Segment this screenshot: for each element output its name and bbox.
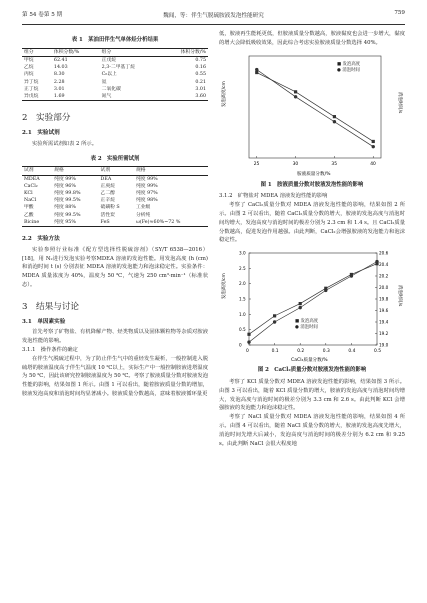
table-cell: 氮气 (101, 94, 112, 100)
table-row (22, 64, 208, 71)
table-cell: 2.28 (53, 79, 65, 85)
section-2-2-text: 实验参照行业标准《配方型选择性脱硫溶剂》（SY/T 6538—2016）[18]，用 N₂进行发泡实验考察MDEA 溶液的发泡性能。用发泡高度 (h (cm)和消泡时间 t (s) 分别表征 MDEA 溶液的发泡能力和泡沫稳定性。实验条件：MDEA 质量浓度为 40%，温度为 50 ℃，气速为 250 cm³·min⁻¹（标准状态）。 (22, 246, 208, 289)
table-cell: 活性炭 (100, 212, 115, 218)
section-2-1-title: 2.1 实验试剂 (22, 130, 60, 137)
table-cell: 0.75 (195, 58, 206, 63)
table-cell: 0.21 (195, 79, 206, 85)
defoam-time-point (299, 306, 302, 309)
table-cell: 3.60 (195, 94, 206, 100)
y-axis-label-left: 发泡高度/cm (222, 273, 227, 300)
y-tick-label-right: 20.0 (379, 285, 389, 291)
foam-height-point (372, 139, 375, 142)
table-cell: 纯度 99% (135, 176, 158, 182)
right-bottom-text-2: 考察了 NaCl 质量分数对 MDEA 溶液发泡性能的影响，结果如图 4 所示。由图 4 可以看出，随着 NaCl 质量分数的增大，胺液的发泡高度先增大，消泡时间先增大后减小，发泡高度与消泡时间的极差分别为 6.2 cm 和 9.25 s。由此判断 NaCl 会很大程度地 (219, 414, 405, 447)
x-tick-label: 0.1 (271, 349, 279, 355)
defoam-time-point (324, 289, 327, 292)
y-tick-label-left: 1.5 (239, 296, 246, 302)
y-tick-label-right: 20.6 (379, 250, 389, 256)
table-cell: 8.30 (53, 72, 65, 78)
table-cell: 纯度 97% (135, 191, 158, 197)
y-tick-label-left: 2.0 (239, 281, 246, 287)
table2 (22, 166, 208, 227)
table-row (22, 197, 208, 204)
table-cell: 正戊烷 (101, 58, 117, 63)
page-number: 759 (394, 10, 405, 16)
table-header-cell: 体积分数/% (160, 48, 208, 56)
table-row (22, 175, 208, 183)
y-tick-label-right: 20.2 (379, 273, 389, 279)
table-header-cell: 试剂 (99, 167, 134, 175)
square-marker-icon: ■ (337, 61, 343, 67)
table-row (22, 71, 208, 78)
table-cell: 纯度 99.5% (54, 198, 81, 204)
table-cell: 正庚烷 (100, 183, 115, 189)
plot-frame (249, 56, 381, 158)
table-row (22, 190, 208, 197)
y-tick-label-right: 19.6 (379, 308, 389, 314)
left-column (22, 30, 208, 399)
x-tick-label: 25 (253, 161, 260, 167)
square-marker-icon: ■ (295, 319, 301, 325)
defoam-time-point (294, 95, 297, 98)
defoam-time-point (375, 260, 378, 263)
right-column (219, 30, 405, 448)
y-tick-label-right: 19.0 (379, 342, 389, 348)
table1-caption: 表 1 某油田伴生气单体烃分析结果 (71, 37, 159, 43)
table-cell: NaCl (24, 198, 37, 204)
series-line-foam-height (257, 72, 373, 141)
section-2-title: 2 实验部分 (22, 113, 71, 124)
table-row (22, 86, 208, 93)
table-cell: 氦 (101, 79, 107, 85)
table-cell: 1.69 (53, 94, 65, 100)
table2-header-row (22, 167, 208, 175)
table-row (22, 204, 208, 211)
foam-height-point (294, 90, 297, 93)
legend-label: 消泡时间 (342, 67, 360, 73)
x-tick-label: 0 (246, 349, 249, 355)
table-cell: 0.55 (195, 72, 206, 78)
table-cell: 14.03 (53, 65, 68, 71)
section-3-1-text: 首先考察了矿物盐、有机降解产物、烃类物质以及固体颗粒物等杂质对胺液发泡性能的影响。 (22, 329, 208, 345)
table-cell: 异戊烷 (24, 94, 39, 100)
table-cell: 二氧化碳 (101, 86, 121, 92)
table1-header-row (22, 48, 208, 56)
table-cell: C₆以上 (101, 72, 117, 78)
table-cell: MDEA (24, 176, 40, 182)
table-cell: 纯度 99% (135, 183, 158, 189)
figure-2-legend (295, 319, 318, 331)
figure-1 (219, 52, 405, 180)
table-header-cell: 组分 (22, 48, 52, 56)
foam-height-point (255, 71, 258, 74)
figure-1-chart (219, 52, 405, 180)
y-tick-label-left: 1.0 (239, 312, 246, 318)
table-cell: 纯度 95% (54, 219, 76, 225)
x-tick-label: 30 (292, 161, 299, 167)
foam-height-point (247, 333, 250, 336)
table-cell: 甲酸 (24, 205, 34, 211)
table-cell: 乙二醇 (100, 191, 115, 197)
table-cell: 乙烷 (24, 65, 34, 71)
table-cell: 3.01 (195, 86, 206, 92)
y-tick-label-left: 0.5 (239, 327, 246, 333)
table-row (22, 183, 208, 190)
section-3-1-1-text: 在伴生气脱硫过程中，为了防止伴生气中的重烃发生凝析，一般控制进入脱硫塔的胺液温度高于伴生气温度 10 ℃以上，实际生产中一般控制胺液进塔温度为 50 ℃，因此该研究控制胺液温度为 50 ℃。考察了胺液质量分数对胺液发泡性能的影响，结果如图 1 所示。由图 1 可以看出，随着胺液质量分数的增加，胺液发泡高度和消泡时间均显著减小。胺液质量分数越高，意味着胺液循环量更 (22, 355, 208, 397)
figure-1-caption: 图 1 胺液质量分数对胺液发泡性能的影响 (260, 181, 364, 188)
y-axis-label-right: 消泡时间/s (397, 285, 402, 307)
table-cell: 丙烷 (24, 72, 34, 78)
table-cell: 分析纯 (135, 212, 151, 218)
table-header-cell: 体积分数/% (52, 48, 100, 56)
table-cell: Bicine (24, 219, 40, 225)
table-cell: 0.16 (195, 65, 206, 71)
x-tick-label: 35 (331, 161, 338, 167)
journal-volume: 第 54 卷第 5 期 (22, 12, 63, 18)
legend-label: 发泡高度 (342, 61, 361, 67)
defoam-time-point (350, 274, 353, 277)
table-row (22, 212, 208, 219)
right-bottom-text-1: 考察了 KCl 质量分数对 MDEA 溶液发泡性能的影响，结果如图 3 所示。由图 3 可以看出，随着 KCl 质量分数的增大，胺液的发泡高度与消泡时间均增大，发泡高度与消泡时间的极差分别为 3.3 cm 和 2.6 s。由此判断 KCl 会增强胺液的发泡能力和泡沫稳定性。 (219, 378, 405, 412)
table-cell: 纯度 98% (135, 198, 158, 204)
running-title: 魏闻，等：伴生气脱硫胺液发泡性能研究 (163, 13, 264, 19)
table-cell: ω(Fe)≈60%~72 % (135, 219, 181, 225)
table1 (22, 48, 208, 101)
y-tick-label-right: 19.8 (379, 296, 389, 302)
defoam-time-point (247, 341, 250, 344)
legend-item (337, 68, 360, 74)
section-2-1-text: 实验所需试剂如表 2 所示。 (32, 140, 98, 147)
table-row (22, 79, 208, 86)
legend-item (295, 325, 318, 331)
y-tick-label-left: 3.0 (239, 250, 246, 256)
section-3-1-2-title: 3.1.2 矿物盐对 MDEA 溶液发泡性能的影响 (219, 193, 328, 200)
section-3-1-2-text: 考察了 CaCl₂质量分数对 MDEA 溶液发泡性能的影响，结果如图 2 所示。由图 2 可以看出，随着 CaCl₂质量分数的增大，胺液的发泡高度与消泡时间均增大，发泡高度与消泡时间的极差分别为 2.3 cm 和 1.4 s。且 CaCl₂质量分数越高，促进发泡作用越强。由此判断，CaCl₂会增强胺液的发泡能力和泡沫稳定性。 (219, 202, 405, 244)
y-tick-label-right: 19.4 (379, 319, 389, 325)
table-cell: 纯度 96% (54, 183, 76, 189)
right-top-text: 低，胺液再生能耗更低，但胺液质量分数越高，胺液黏度也会进一步增大，黏度的增大会降低吸收效果，因此综合考虑实验胺液质量分数选择 40%。 (219, 31, 405, 46)
page-header (22, 10, 405, 25)
y-tick-label-right: 20.4 (379, 262, 389, 268)
x-tick-label: 40 (370, 161, 376, 167)
section-2-2-title: 2.2 实验方法 (22, 236, 60, 243)
y-tick-label-left: 2.5 (239, 266, 246, 272)
table-cell: FeS (100, 219, 110, 225)
foam-height-point (333, 115, 336, 118)
figure-2-caption: 图 2 CaCl₂质量分数对胺液发泡性能的影响 (257, 367, 367, 374)
x-tick-label: 0.3 (322, 349, 330, 355)
section-3-1-title: 3.1 单因素实验 (22, 318, 66, 325)
x-tick-label: 0.5 (374, 349, 381, 355)
table-cell: 纯度 99.5% (54, 212, 81, 218)
figure-2-chart (219, 249, 405, 365)
table-cell: 乙酸 (24, 212, 34, 218)
x-axis-label: CaCl₂质量分数/% (291, 358, 328, 364)
table-cell: 2,3-二甲基丁烷 (101, 65, 135, 71)
circle-marker-icon: ● (337, 67, 343, 73)
table-cell: CaCl₂ (24, 183, 38, 189)
figure-1-legend (337, 62, 360, 74)
table-cell: 62.41 (53, 58, 68, 63)
figure-2 (219, 249, 405, 365)
table-cell: 纯度 99.8% (54, 191, 81, 197)
table-row (22, 93, 208, 101)
legend-label: 消泡时间 (300, 325, 318, 331)
defoam-time-point (273, 320, 276, 323)
table-row (22, 219, 208, 227)
table-cell: KCl (24, 191, 33, 197)
table-header-cell: 规格 (134, 167, 208, 175)
table-row (22, 57, 208, 65)
foam-height-point (273, 314, 276, 317)
section-3-title: 3 结果与讨论 (22, 301, 80, 312)
table-cell: 纯度 99% (54, 176, 76, 182)
y-tick-label-right: 19.2 (379, 331, 389, 337)
defoam-time-point (372, 145, 375, 148)
table-header-cell: 组分 (100, 48, 161, 56)
section-3-1-1-title: 3.1.1 操作条件的确定 (22, 347, 78, 353)
table-cell: 甲烷 (24, 58, 34, 63)
x-tick-label: 0.2 (297, 349, 305, 355)
table-cell: 3.01 (53, 86, 65, 92)
y-tick-label-left: 0 (239, 342, 242, 348)
defoam-time-point (255, 67, 258, 70)
defoam-time-point (333, 120, 336, 123)
x-axis-label: 胺液质量分数/% (297, 171, 331, 177)
table-cell: 正丁烷 (24, 86, 39, 92)
table-cell: 正辛烷 (100, 198, 115, 204)
table-header-cell: 规格 (52, 167, 98, 175)
foam-height-point (299, 302, 302, 305)
legend-label: 发泡高度 (300, 319, 319, 325)
table-header-cell: 试剂 (22, 167, 52, 175)
table-cell: 工业级 (135, 205, 151, 211)
table2-caption: 表 2 实验所需试剂 (90, 155, 140, 162)
circle-marker-icon: ● (295, 325, 301, 331)
y-axis-label-left: 发泡高度/cm (222, 80, 227, 107)
x-tick-label: 0.4 (348, 349, 356, 355)
y-axis-label-right: 消泡时间/s (397, 91, 402, 113)
table-cell: 纯度 88% (54, 205, 76, 211)
table-cell: 异丁烷 (24, 79, 39, 85)
table-cell: 硫磺粉 S (100, 205, 120, 211)
table-cell: DEA (100, 176, 112, 182)
